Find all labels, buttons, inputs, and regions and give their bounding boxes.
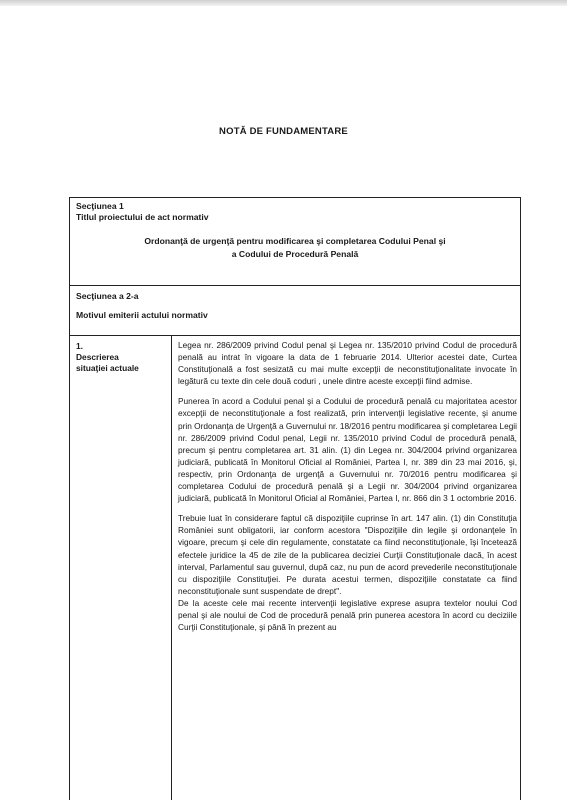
scan-edge	[0, 0, 567, 6]
act-title-line2: a Codului de Procedură Penală	[231, 249, 359, 259]
row1-number: 1.	[76, 341, 83, 351]
row-divider	[70, 335, 520, 336]
page-title: NOTĂ DE FUNDAMENTARE	[219, 126, 348, 137]
fundamentare-table	[69, 197, 521, 800]
section1-heading: Secţiunea 1	[76, 201, 124, 211]
row1-content	[178, 339, 517, 633]
section-divider	[70, 285, 520, 286]
column-divider	[171, 335, 172, 800]
section2-heading: Secţiunea a 2-a	[76, 291, 139, 301]
paragraph-4: De la aceste cele mai recente intervenţii legislative exprese asupra textelor noului Cod penal şi ale noului de Cod de procedură penală prin punerea acestora în acord cu deciziile Curţii Constituţionale, şi până în prezent au	[178, 597, 517, 633]
paragraph-3: Trebuie luat în considerare faptul că dispoziţiile cuprinse în art. 147 alin. (1) din Constituţia României sunt obligatorii, iar conform acestora "Dispoziţiile din legile şi ordonanţele în vigoare, precum şi cele din regulamente, constatate ca fiind neconstituţionale, îşi încetează efectele juridice la 45 de zile de la publicarea deciziei Curţii Constituţionale dacă, în acest interval, Parlamentul sau guvernul, după caz, nu pun de acord prevederile neconstituţionale cu dispoziţiile Constituţiei. Pe durata acestui termen, dispoziţiile constatate ca fiind neconstituţionale sunt suspendate de drept".	[178, 513, 517, 596]
act-title-line1: Ordonanţă de urgenţă pentru modificarea şi completarea Codului Penal şi	[144, 236, 446, 246]
paragraph-2: Punerea în acord a Codului penal şi a Codului de procedură penală cu majoritatea acestor excepţii de neconstituţionale a fost realizată, prin intervenţii legislative recente, şi anume prin Ordonanţa de Urgenţă a Guvernului nr. 18/2016 pentru modificarea şi completarea Legii nr. 286/2009 privind Codul penal, Legii nr. 135/2010 privind Codul de procedură penală, precum şi pentru completarea art. 31 alin. (1) din Legea nr. 304/2004 privind organizarea judiciară, publicată în Monitorul Oficial al României, Partea I, nr. 389 din 23 mai 2016, şi, respectiv, prin Ordonanţa de urgenţă a Guvernului nr. 70/2016 pentru modificarea şi completarea Codului de procedură penală şi a Legii nr. 304/2004 privind organizarea judiciară, publicată în Monitorul Oficial al României, Partea I, nr. 866 din 3 1 octombrie 2016.	[178, 396, 517, 504]
paragraph-1: Legea nr. 286/2009 privind Codul penal şi Legea nr. 135/2010 privind Codul de procedură penală au intrat în vigoare la data de 1 februarie 2014. Ulterior acestei date, Curtea Constituţională a fost sesizată cu mai multe excepţii de neconstituţionalitate invocate în legătură cu texte din cele două coduri , unele dintre aceste excepţii fiind admise.	[178, 340, 517, 387]
row1-label-word: Descrierea	[76, 352, 119, 362]
row1-label-line2: situaţiei actuale	[76, 363, 139, 373]
section1-subheading: Titlul proiectului de act normativ	[76, 212, 209, 222]
row1-label	[76, 341, 166, 374]
section2-subheading: Motivul emiterii actului normativ	[76, 310, 208, 320]
